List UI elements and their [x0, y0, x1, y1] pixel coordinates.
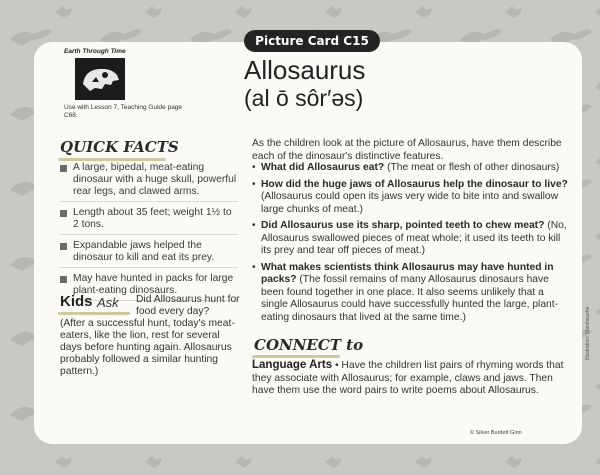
pronunciation: (al ō sôr′əs)	[244, 85, 364, 111]
bullet-icon: •	[252, 220, 256, 231]
quick-facts-heading: QUICK FACTS	[60, 138, 179, 156]
connect-label: Language Arts	[252, 359, 333, 371]
fact-item: A large, bipedal, meat-eating dinosaur with a huge skull, powerful rear legs, and clawed arms.	[60, 162, 238, 202]
side-credit: Illustration: Sheshouzhe	[585, 306, 591, 360]
kids-ask-question: Did Allosaurus hunt for food every day?	[136, 294, 240, 317]
fact-item: May have hunted in packs for large plant-eating dinosaurs.	[60, 273, 238, 301]
lesson-note: Use with Lesson 7, Teaching Guide page C68.	[64, 104, 183, 119]
card-label-tab: Picture Card C15	[244, 30, 380, 52]
bullet-icon: •	[252, 261, 256, 273]
kids-ask-ask-label: Ask	[97, 295, 119, 310]
connect-text: Have the children list pairs of rhyming words that they associate with Allosaurus; for example, claws and jaws. Then have them use the word pairs to write poems about Allosaurus.	[252, 360, 564, 396]
question-item: • What did Allosaurus eat? (The meat or flesh of other dinosaurs)	[252, 162, 560, 173]
dinosaur-skull-icon	[75, 58, 125, 100]
teacher-intro: As the children look at the picture of Allosaurus, have them describe each of the dinosaur's distinctive features.	[252, 138, 562, 162]
kids-ask-answer: (After a successful hunt, today's meat-eaters, like the lion, rest for several days before hunting again. Allosaurus probably followed a similar hunting pattern.)	[60, 318, 235, 377]
question-item: • How did the huge jaws of Allosaurus help the dinosaur to live? (Allosaurus could open its jaws very wide to bite into and swallow large chunks of meat.)	[252, 178, 568, 215]
discussion-questions	[252, 162, 570, 328]
fact-item: Expandable jaws helped the dinosaur to kill and eat its prey.	[60, 240, 238, 268]
kids-ask-kids-label: Kids	[60, 293, 93, 310]
connect-body	[252, 359, 570, 398]
square-bullet-icon	[60, 165, 67, 172]
copyright: © Silver Burdett Ginn	[470, 430, 522, 436]
question-item: • What makes scientists think Allosaurus may have hunted in packs? (The fossil remains of many Allosaurus dinosaurs have been found together in one place. It also seems unlikely that a single Allosaurus could have successfully hunted the large, plant-eating dinosaurs that lived at the same time.)	[252, 261, 559, 323]
square-bullet-icon	[60, 210, 67, 217]
connect-separator: •	[332, 360, 342, 371]
question-item: • Did Allosaurus use its sharp, pointed teeth to chew meat? (No, Allosaurus swallowed pieces of meat whole; it used its teeth to kill its prey and tear off pieces of meat.)	[252, 220, 567, 256]
fact-item: Length about 35 feet; weight 1½ to 2 tons.	[60, 207, 238, 235]
quick-facts-list	[60, 162, 238, 306]
square-bullet-icon	[60, 276, 67, 283]
series-title: Earth Through Time	[64, 48, 126, 55]
quick-facts-underline	[58, 158, 166, 161]
square-bullet-icon	[60, 243, 67, 250]
page-title: Allosaurus	[244, 55, 366, 85]
connect-heading: CONNECT to	[254, 336, 364, 354]
bullet-icon: •	[252, 178, 256, 190]
kids-ask-underline	[58, 312, 130, 315]
bullet-icon: •	[252, 162, 256, 173]
connect-underline	[252, 355, 340, 358]
